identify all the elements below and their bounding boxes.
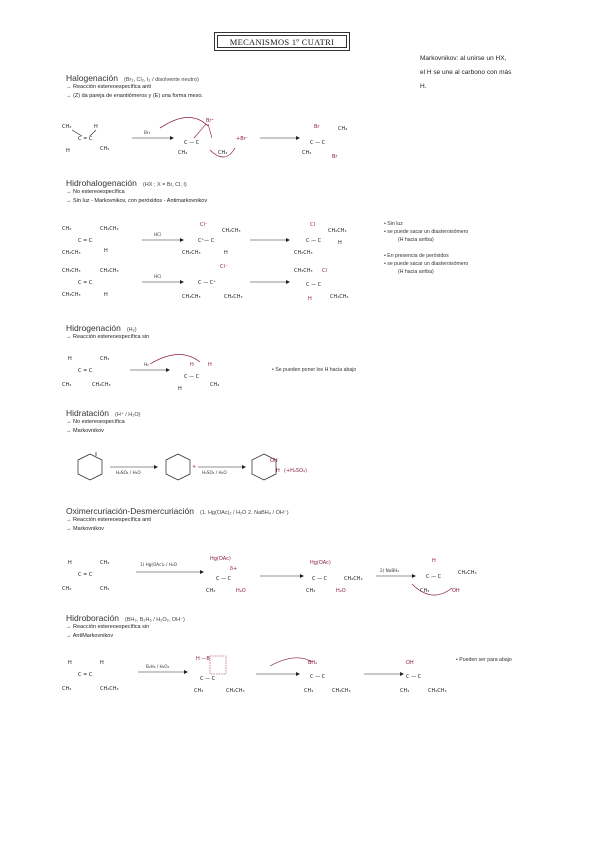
svg-text:C — C: C — C xyxy=(426,574,442,580)
svg-text:CH₂CH₃: CH₂CH₃ xyxy=(458,570,477,576)
svg-text:CH₃: CH₃ xyxy=(62,124,72,130)
svg-text:H₂: H₂ xyxy=(144,362,149,367)
svg-text:CH₃: CH₃ xyxy=(194,688,204,694)
svg-text:CH₃: CH₃ xyxy=(100,356,110,362)
bromide-ion: +Br⁻ xyxy=(236,136,249,142)
svg-text:H: H xyxy=(68,356,72,362)
svg-text:H: H xyxy=(104,292,108,298)
svg-text:H₂O: H₂O xyxy=(336,588,346,594)
svg-text:H: H xyxy=(208,362,212,368)
section-heading: Hidratación (H⁺ / H₂O) xyxy=(66,408,141,418)
svg-text:HCl: HCl xyxy=(154,232,162,237)
svg-text:CH₃: CH₃ xyxy=(100,146,110,152)
bromonium-intermediate xyxy=(178,118,235,157)
svg-text:Br: Br xyxy=(314,124,320,130)
svg-text:OH: OH xyxy=(270,458,278,464)
svg-text:H: H xyxy=(308,296,312,302)
svg-text:H: H xyxy=(68,560,72,566)
section-heading: Hidrohalogenación (HX ; X = Br, Cl, I) xyxy=(66,178,187,188)
svg-text:CH₃: CH₃ xyxy=(62,226,72,232)
svg-text:CH₂CH₃: CH₂CH₃ xyxy=(100,686,119,692)
svg-text:Cl: Cl xyxy=(322,268,327,274)
section-heading: Hidroboración (BH₃, B₂H₆ / H₂O₂, OH⁻) xyxy=(66,613,185,623)
title-box xyxy=(214,32,350,51)
alkene-structure xyxy=(62,124,109,154)
bullet: → Markovnikov xyxy=(66,526,104,532)
bullet: → No estereoespecífica xyxy=(66,189,125,195)
svg-text:H: H xyxy=(66,148,70,154)
svg-text:CH₃: CH₃ xyxy=(100,586,110,592)
svg-text:C — C: C — C xyxy=(406,674,422,680)
hydrohalogenation-scheme xyxy=(60,218,380,308)
svg-text:Br: Br xyxy=(332,154,338,160)
svg-text:CH₃: CH₃ xyxy=(218,150,228,156)
svg-text:C⁺— C: C⁺— C xyxy=(198,238,215,244)
svg-text:Br⁺: Br⁺ xyxy=(206,118,215,124)
svg-text:CH₃: CH₃ xyxy=(62,382,72,388)
svg-text:C — C⁺: C — C⁺ xyxy=(198,280,216,286)
svg-text:C = C: C = C xyxy=(78,368,93,374)
markovnikov-line-3: H. xyxy=(420,83,427,90)
section-heading: Halogenación (Br₂, Cl₂, I₂ / disolvente neutro) xyxy=(66,73,199,83)
svg-text:H: H xyxy=(224,250,228,256)
svg-text:H: H xyxy=(68,660,72,666)
svg-text:C — C: C — C xyxy=(200,676,216,682)
svg-text:CH₂CH₃: CH₂CH₃ xyxy=(328,228,347,234)
svg-text:C = C: C = C xyxy=(78,280,93,286)
svg-text:CH₂CH₃: CH₂CH₃ xyxy=(330,294,349,300)
reaction-row-1 xyxy=(62,222,347,256)
svg-text:δ+: δ+ xyxy=(230,566,238,572)
hydrogenation-note: • Se pueden poner los H hacia abajo xyxy=(272,367,357,373)
svg-text:CH₂CH₃: CH₂CH₃ xyxy=(226,688,245,694)
svg-text:CH₂CH₃: CH₂CH₃ xyxy=(428,688,447,694)
svg-text:BH₂: BH₂ xyxy=(308,660,318,666)
svg-text:H: H xyxy=(178,386,182,392)
svg-text:C = C: C = C xyxy=(78,672,93,678)
svg-text:H: H xyxy=(100,660,104,666)
svg-text:H₂SO₄ / H₂O: H₂SO₄ / H₂O xyxy=(202,470,227,475)
svg-text:C = C: C = C xyxy=(78,238,93,244)
svg-text:H: H xyxy=(432,558,436,564)
svg-text:CH₂CH₃: CH₂CH₃ xyxy=(92,382,111,388)
bullet: → Markovnikov xyxy=(66,428,104,434)
svg-text:(+H₂SO₄): (+H₂SO₄) xyxy=(284,468,307,474)
svg-text:CH₂CH₃: CH₂CH₃ xyxy=(224,294,243,300)
svg-text:B₂H₆ / H₂O₂: B₂H₆ / H₂O₂ xyxy=(146,664,170,669)
svg-text:CH₃CH₃: CH₃CH₃ xyxy=(62,250,81,256)
svg-text:CH₂CH₃: CH₂CH₃ xyxy=(100,268,119,274)
svg-text:CH₃: CH₃ xyxy=(338,126,348,132)
svg-text:CH₃: CH₃ xyxy=(210,382,220,388)
section-hidrohalogenacion xyxy=(66,178,207,206)
bullet: → AntiMarkovnikov xyxy=(66,633,114,639)
svg-text:H₂SO₄ / H₂O: H₂SO₄ / H₂O xyxy=(116,470,141,475)
reagent-label: Br₂ xyxy=(144,130,151,135)
svg-text:CH₃: CH₃ xyxy=(100,560,110,566)
svg-text:CH₃CH₃: CH₃CH₃ xyxy=(182,250,201,256)
markovnikov-line-1: Markovnikov: al unirse un HX, xyxy=(420,55,507,62)
svg-text:CH₃: CH₃ xyxy=(206,588,216,594)
svg-text:OH: OH xyxy=(406,660,414,666)
hydrohalogenation-notes: • Sin luz • se puede sacar un diasteroisómero (H hacia arriba) • En presencia de peróxidos • se puede sacar un diasteroisómero (H hacia arriba) xyxy=(384,221,469,275)
svg-text:CH₃: CH₃ xyxy=(178,150,188,156)
bullet: → Reacción estereoespecífica sin xyxy=(66,624,150,630)
page-title: MECANISMOS 1º CUATRI xyxy=(229,36,335,47)
svg-text:C — C: C — C xyxy=(310,674,326,680)
hydration-scheme xyxy=(70,452,330,488)
svg-text:H: H xyxy=(104,248,108,254)
bullet: → Reacción estereoespecífica sin xyxy=(66,334,150,340)
dibromide-product xyxy=(302,124,347,160)
svg-text:OH: OH xyxy=(452,588,460,594)
markovnikov-line-2: el H se une al carbono con más xyxy=(420,69,512,76)
svg-text:Cl⁻: Cl⁻ xyxy=(200,222,208,228)
oxymercuration-scheme xyxy=(60,552,520,602)
svg-text:HCl: HCl xyxy=(154,274,162,279)
svg-text:1) Hg(OAc)₂ / H₂O: 1) Hg(OAc)₂ / H₂O xyxy=(140,562,177,567)
section-oximercuriacion xyxy=(66,506,289,534)
section-hidrogenacion xyxy=(66,323,149,342)
svg-text:CH₃: CH₃ xyxy=(400,688,410,694)
svg-text:H: H xyxy=(190,362,194,368)
svg-text:CH₃: CH₃ xyxy=(62,586,72,592)
svg-text:CH₃: CH₃ xyxy=(304,688,314,694)
svg-text:H₂O: H₂O xyxy=(236,588,246,594)
svg-text:CH₃: CH₃ xyxy=(420,588,430,594)
hydrogenation-scheme xyxy=(60,350,260,398)
svg-text:CH₃CH₃: CH₃CH₃ xyxy=(294,268,313,274)
svg-text:CH₃CH₃: CH₃CH₃ xyxy=(182,294,201,300)
svg-text:2) NaBH₄: 2) NaBH₄ xyxy=(380,568,400,573)
bullet: → No estereoespecífica xyxy=(66,419,125,425)
svg-text:CH₃: CH₃ xyxy=(306,588,316,594)
svg-text:CH₃: CH₃ xyxy=(62,686,72,692)
svg-text:C — C: C — C xyxy=(184,140,200,146)
svg-text:Hg(OAc): Hg(OAc) xyxy=(310,560,331,566)
mechanism-arrow xyxy=(160,117,208,128)
svg-text:CH₂CH₃: CH₂CH₃ xyxy=(222,228,241,234)
hydroboration-note: • Pueden ser para abajo xyxy=(456,657,512,663)
svg-text:H: H xyxy=(338,240,342,246)
bullet: → Reacción estereoespecífica anti xyxy=(66,84,151,90)
markovnikov-note xyxy=(420,52,511,94)
svg-text:C = C: C = C xyxy=(78,136,93,142)
reaction-row-2 xyxy=(62,264,349,302)
svg-text:CH₂CH₃: CH₂CH₃ xyxy=(100,226,119,232)
svg-text:+: + xyxy=(192,464,197,470)
hydroboration-scheme xyxy=(60,652,460,702)
bullet: → Reacción estereoespecífica anti xyxy=(66,517,151,523)
bullet: → Sin luz - Markovnikov, con peróxidos - Antimarkovnikov xyxy=(66,198,208,204)
bullet: → (Z) da pareja de enantiómeros y (E) una forma meso. xyxy=(66,93,203,99)
svg-text:CH₃CH₃: CH₃CH₃ xyxy=(62,268,81,274)
svg-text:C — C: C — C xyxy=(306,238,322,244)
svg-text:C — C: C — C xyxy=(306,282,322,288)
section-heading: Hidrogenación (H₂) xyxy=(66,323,137,333)
section-heading: Oximercuriación-Desmercuriación (1. Hg(OAc)₂ / H₂O 2. NaBH₄ / OH⁻) xyxy=(66,506,289,516)
svg-text:C — C: C — C xyxy=(216,576,232,582)
svg-text:C = C: C = C xyxy=(78,572,93,578)
svg-text:H —B: H —B xyxy=(196,656,210,662)
svg-text:CH₂CH₃: CH₂CH₃ xyxy=(332,688,351,694)
svg-text:CH₃: CH₃ xyxy=(302,150,312,156)
section-halogenacion xyxy=(66,73,203,101)
section-hidroboracion xyxy=(66,613,185,641)
halogenation-scheme xyxy=(60,110,380,165)
svg-text:C — C: C — C xyxy=(310,140,326,146)
svg-text:C — C: C — C xyxy=(312,576,328,582)
svg-text:H: H xyxy=(94,124,98,130)
svg-text:CH₂CH₃: CH₂CH₃ xyxy=(344,576,363,582)
svg-text:CH₃CH₃: CH₃CH₃ xyxy=(62,292,81,298)
section-hidratacion xyxy=(66,408,141,436)
svg-text:H: H xyxy=(276,468,280,474)
svg-text:Cl: Cl xyxy=(310,222,315,228)
svg-text:Hg(OAc): Hg(OAc) xyxy=(210,556,231,562)
svg-text:CH₃CH₃: CH₃CH₃ xyxy=(294,250,313,256)
svg-text:C — C: C — C xyxy=(184,374,200,380)
svg-text:Cl⁻: Cl⁻ xyxy=(220,264,228,270)
